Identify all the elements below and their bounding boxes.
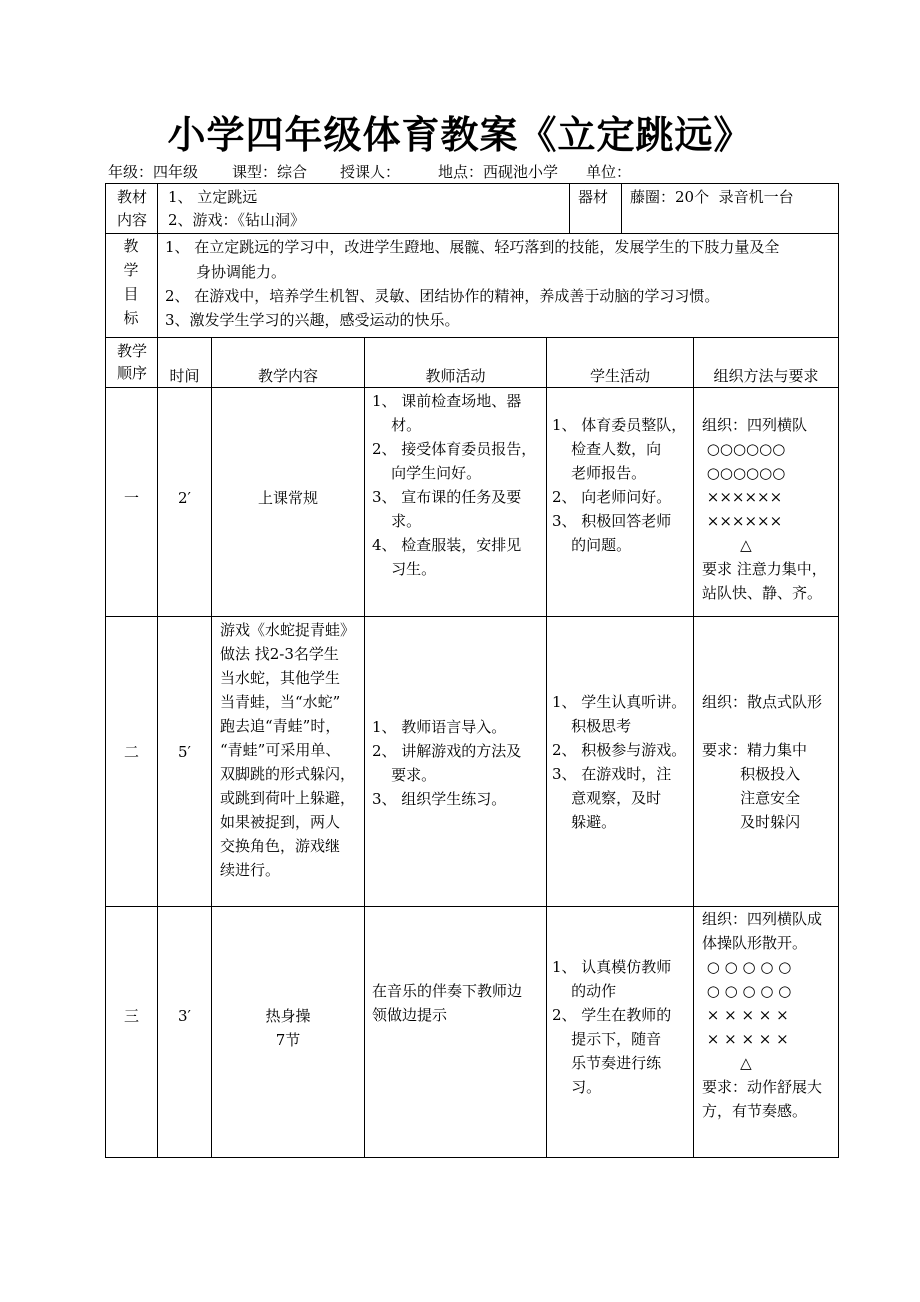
row-teacher-activity: 1、 课前检查场地、器 材。 2、 接受体育委员报告， 向学生问好。 3、 宣布课的任务及要 求。 4、 检查服装，安排见 习生。 <box>372 392 537 578</box>
grade-label: 年级：四年级 <box>108 163 199 181</box>
row-order: 二 <box>123 743 139 761</box>
row-order: 一 <box>123 489 139 507</box>
col-divider <box>546 337 547 1158</box>
row-teacher-activity: 1、 教师语言导入。 2、 讲解游戏的方法及 要求。 3、 组织学生练习。 <box>372 718 522 808</box>
materials-label: 教材内容 <box>116 188 147 229</box>
goal-line: 2、 在游戏中，培养学生机智、灵敏、团结协作的精神，养成善于动脑的学习习惯。 <box>165 287 720 305</box>
row-organization: 组织：四列横队成 体操队形散开。 ○ ○ ○ ○ ○ ○ ○ ○ ○ ○ × × × × × × × × × × △ 要求：动作舒展大 方，有节奏感。 <box>702 910 823 1120</box>
row-time: 3′ <box>178 1007 191 1025</box>
col-divider <box>621 184 622 233</box>
row-order: 三 <box>123 1007 139 1025</box>
teacher-label: 授课人： <box>340 163 401 181</box>
header-order: 教学顺序 <box>116 342 147 382</box>
row-student-activity: 1、 学生认真听讲。 积极思考 2、 积极参与游戏。 3、 在游戏时，注 意观察，及时 躲避。 <box>552 693 687 831</box>
row-divider <box>106 233 838 234</box>
header-teacher: 教师活动 <box>425 367 486 385</box>
row-organization: 组织：散点式队形 要求：精力集中 积极投入 注意安全 及时躲闪 <box>702 693 823 831</box>
equipment-value: 藤圈：20个 录音机一台 <box>630 188 794 206</box>
type-label: 课型：综合 <box>232 163 308 181</box>
header-time: 时间 <box>169 367 200 385</box>
row-student-activity: 1、 体育委员整队， 检查人数，向 老师报告。 2、 向老师问好。 3、 积极回答老师 的问题。 <box>552 416 687 554</box>
row-content: 游戏《水蛇捉青蛙》 做法 找2-3名学生 当水蛇，其他学生 当青蛙，当“水蛇” 跑去追“青蛙”时， “青蛙”可采用单、 双脚跳的形式躲闪， 或跳到荷叶上躲避， 如果被捉到，两人 交换角色，游戏继 续进行。 <box>220 621 356 879</box>
row-divider <box>106 616 838 617</box>
header-content: 教学内容 <box>257 367 318 385</box>
col-divider <box>569 184 570 233</box>
goal-line: 3、激发学生学习的兴趣，感受运动的快乐。 <box>165 311 460 329</box>
location-label: 地点：西砚池小学 <box>438 163 559 181</box>
row-divider <box>106 337 838 338</box>
header-org: 组织方法与要求 <box>713 367 819 385</box>
col-divider <box>693 337 694 1158</box>
row-content: 上课常规 <box>257 489 318 507</box>
row-organization: 组织：四列横队 ○○○○○○ ○○○○○○ ×××××× ×××××× △ 要求 注意力集中， 站队快、静、齐。 <box>702 416 827 602</box>
page-title: 小学四年级体育教案《立定跳远》 <box>167 112 753 157</box>
materials-item: 2、游戏：《钻山洞》 <box>168 211 306 229</box>
row-student-activity: 1、 认真模仿教师 的动作 2、 学生在教师的 提示下，随音 乐节奏进行练 习。 <box>552 958 672 1096</box>
goal-line: 身协调能力。 <box>196 263 287 281</box>
equipment-label: 器材 <box>578 188 609 206</box>
lesson-plan-table <box>105 183 839 1158</box>
col-divider <box>364 337 365 1158</box>
row-time: 2′ <box>178 489 191 507</box>
row-time: 5′ <box>178 743 191 761</box>
row-content: 热身操 7节 <box>265 1007 311 1049</box>
row-teacher-activity: 在音乐的伴奏下教师边 领做边提示 <box>372 982 523 1024</box>
header-student: 学生活动 <box>589 367 650 385</box>
goals-label: 教学目标 <box>123 237 139 327</box>
materials-item: 1、 立定跳远 <box>168 188 258 206</box>
unit-label: 单位： <box>586 163 632 181</box>
goal-line: 1、 在立定跳远的学习中，改进学生蹬地、展髋、轻巧落到的技能，发展学生的下肢力量及全 <box>165 238 780 256</box>
